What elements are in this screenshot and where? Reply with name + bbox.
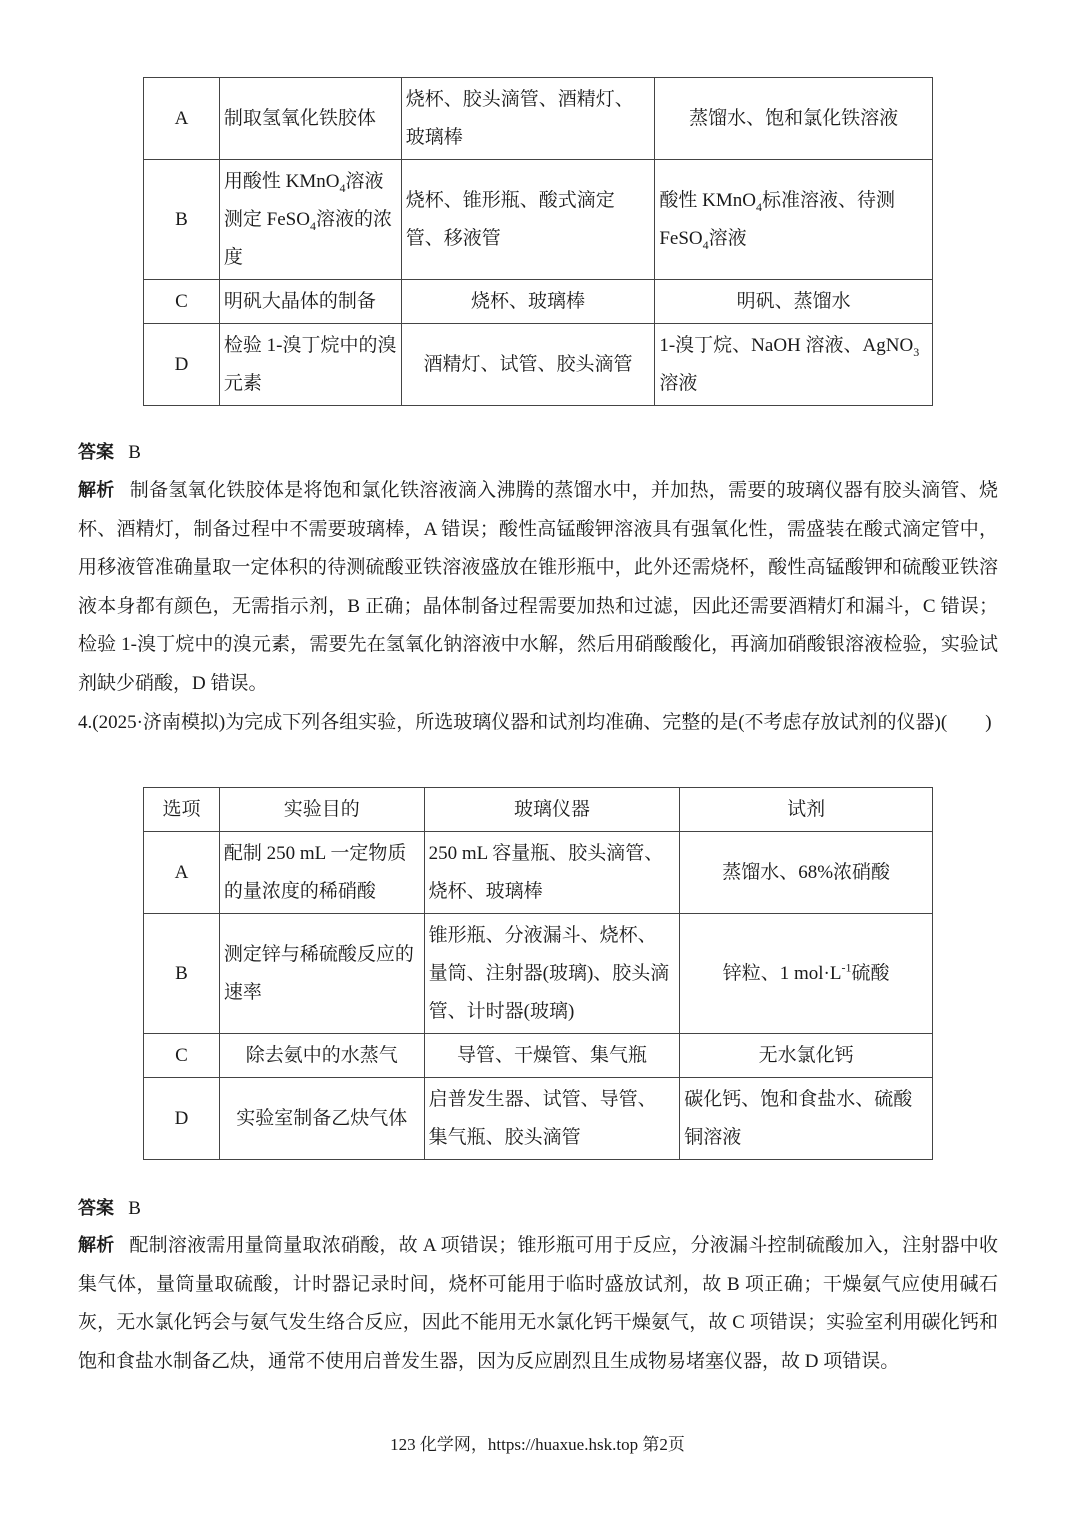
reagents-cell: 明矾、蒸馏水 bbox=[655, 280, 933, 324]
header-purpose: 实验目的 bbox=[219, 788, 424, 832]
answer-label: 答案 bbox=[78, 1198, 114, 1219]
analysis-label: 解析 bbox=[78, 1235, 115, 1256]
glassware-cell: 酒精灯、试管、胶头滴管 bbox=[401, 324, 655, 406]
reagents-cell: 酸性 KMnO$_4$标准溶液、待测 FeSO$_4$溶液 bbox=[655, 160, 933, 280]
reagents-cell: 碳化钙、饱和食盐水、硫酸铜溶液 bbox=[680, 1078, 933, 1160]
answer-label: 答案 bbox=[78, 442, 114, 463]
purpose-cell: 明矾大晶体的制备 bbox=[219, 280, 401, 324]
table-header-row bbox=[144, 788, 933, 832]
reagents-cell: 锌粒、1 $mol\cdot L^{-1}$硫酸 bbox=[680, 914, 933, 1034]
question-4-stem: 4.(2025·济南模拟)为完成下列各组实验，所选玻璃仪器和试剂均准确、完整的是(不考虑存放试剂的仪器)( ) bbox=[78, 712, 992, 733]
option-cell: B bbox=[144, 160, 220, 280]
option-cell: A bbox=[144, 832, 220, 914]
glassware-cell: 250 mL 容量瓶、胶头滴管、烧杯、玻璃棒 bbox=[424, 832, 680, 914]
reagents-cell: 蒸馏水、68%浓硝酸 bbox=[680, 832, 933, 914]
header-glassware: 玻璃仪器 bbox=[424, 788, 680, 832]
experiment-table-q4 bbox=[143, 787, 933, 1160]
glassware-cell: 烧杯、玻璃棒 bbox=[401, 280, 655, 324]
header-reagents: 试剂 bbox=[680, 788, 933, 832]
option-cell: D bbox=[144, 324, 220, 406]
glassware-cell: 启普发生器、试管、导管、集气瓶、胶头滴管 bbox=[424, 1078, 680, 1160]
answer-line-1 bbox=[78, 438, 141, 464]
reagents-cell: 1-溴丁烷、NaOH 溶液、AgNO$_3$溶液 bbox=[655, 324, 933, 406]
table-row bbox=[144, 324, 933, 406]
reagents-cell: 无水氯化钙 bbox=[680, 1034, 933, 1078]
analysis-text: 制备氢氧化铁胶体是将饱和氯化铁溶液滴入沸腾的蒸馏水中，并加热，需要的玻璃仪器有胶头滴管、烧杯、酒精灯，制备过程中不需要玻璃棒，A 错误；酸性高锰酸钾溶液具有强氧化性，需盛装在酸式滴定管中，用移液管准确量取一定体积的待测硫酸亚铁溶液盛放在锥形瓶中，此外还需烧杯，酸性高锰酸钾和硫酸亚铁溶液本身都有颜色，无需指示剂，B 正确；晶体制备过程需要加热和过滤，因此还需要酒精灯和漏斗，C 错误；检验 1-溴丁烷中的溴元素，需要先在氢氧化钠溶液中水解，然后用硝酸酸化，再滴加硝酸银溶液检验，实验试剂缺少硝酸，D 错误。 bbox=[78, 480, 998, 694]
option-cell: B bbox=[144, 914, 220, 1034]
option-cell: A bbox=[144, 78, 220, 160]
table-row bbox=[144, 160, 933, 280]
page-footer: 123 化学网，https://huaxue.hsk.top 第2页 bbox=[390, 1435, 685, 1454]
answer-value: B bbox=[128, 442, 141, 463]
purpose-cell: 制取氢氧化铁胶体 bbox=[219, 78, 401, 160]
option-cell: D bbox=[144, 1078, 220, 1160]
purpose-cell: 测定锌与稀硫酸反应的速率 bbox=[219, 914, 424, 1034]
answer-line-2 bbox=[78, 1194, 141, 1220]
glassware-cell: 烧杯、胶头滴管、酒精灯、玻璃棒 bbox=[401, 78, 655, 160]
purpose-cell: 检验 1-溴丁烷中的溴元素 bbox=[219, 324, 401, 406]
analysis-text: 配制溶液需用量筒量取浓硝酸，故 A 项错误；锥形瓶可用于反应，分液漏斗控制硫酸加入，注射器中收集气体，量筒量取硫酸，计时器记录时间，烧杯可能用于临时盛放试剂，故 B 项正确；干燥氨气应使用碱石灰，无水氯化钙会与氨气发生络合反应，因此不能用无水氯化钙干燥氨气，故 C 项错误；实验室利用碳化钙和饱和食盐水制备乙炔，通常不使用启普发生器，因为反应剧烈且生成物易堵塞仪器，故 D 项错误。 bbox=[78, 1235, 999, 1372]
table-row bbox=[144, 832, 933, 914]
glassware-cell: 锥形瓶、分液漏斗、烧杯、量筒、注射器(玻璃)、胶头滴管、计时器(玻璃) bbox=[424, 914, 680, 1034]
reagents-cell: 蒸馏水、饱和氯化铁溶液 bbox=[655, 78, 933, 160]
experiment-table-continued bbox=[143, 77, 933, 406]
analysis-label: 解析 bbox=[78, 480, 115, 501]
table-row bbox=[144, 914, 933, 1034]
table-row bbox=[144, 78, 933, 160]
table-row bbox=[144, 280, 933, 324]
option-cell: C bbox=[144, 280, 220, 324]
glassware-cell: 烧杯、锥形瓶、酸式滴定管、移液管 bbox=[401, 160, 655, 280]
glassware-cell: 导管、干燥管、集气瓶 bbox=[424, 1034, 680, 1078]
purpose-cell: 配制 250 mL 一定物质的量浓度的稀硝酸 bbox=[219, 832, 424, 914]
purpose-cell: 除去氨中的水蒸气 bbox=[219, 1034, 424, 1078]
table-row bbox=[144, 1034, 933, 1078]
purpose-cell: 实验室制备乙炔气体 bbox=[219, 1078, 424, 1160]
analysis-paragraph-1 bbox=[78, 472, 998, 704]
option-cell: C bbox=[144, 1034, 220, 1078]
table-row bbox=[144, 1078, 933, 1160]
answer-value: B bbox=[128, 1198, 141, 1219]
header-option: 选项 bbox=[144, 788, 220, 832]
analysis-paragraph-2 bbox=[78, 1227, 998, 1381]
purpose-cell: 用酸性 KMnO$_4$溶液测定 FeSO$_4$溶液的浓度 bbox=[219, 160, 401, 280]
